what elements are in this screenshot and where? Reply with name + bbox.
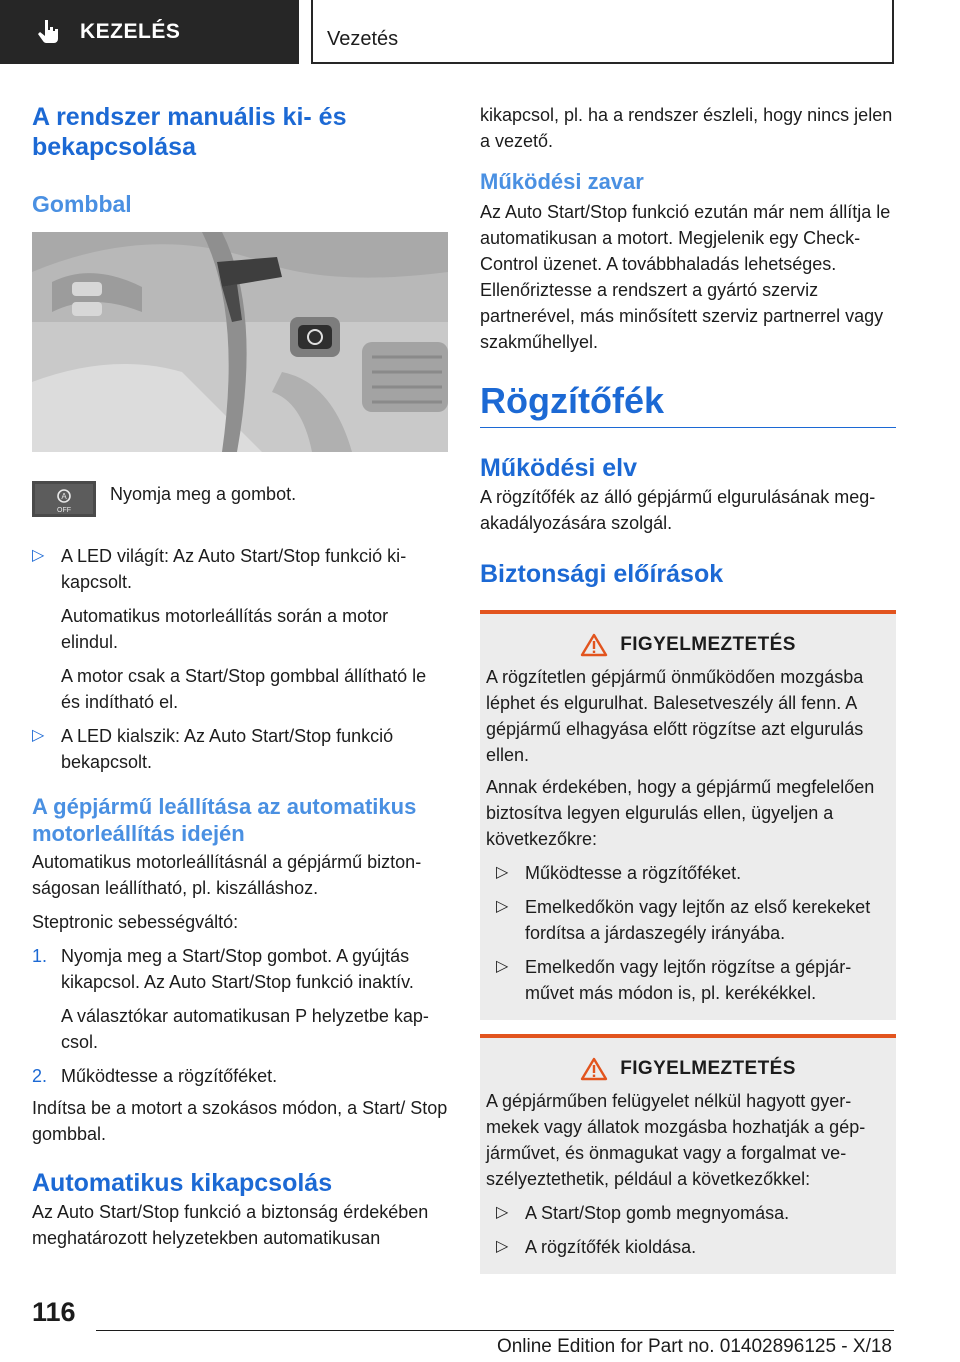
heading-parking-brake: Rögzítőfék bbox=[480, 380, 664, 421]
heading-stop-vehicle: A gépjármű leállítása az automatikus motorleállítás idején bbox=[32, 794, 417, 846]
triangle-bullet-icon: ▷ bbox=[32, 547, 45, 564]
heading-fault: Működési zavar bbox=[480, 169, 644, 194]
list-item: ▷ A Start/Stop gomb megnyomása. bbox=[496, 1200, 890, 1226]
paragraph: Automatikus motorleállításnál a gépjármű biztonságosan leállítható, pl. kiszálláshoz. bbox=[32, 852, 422, 898]
svg-text:A: A bbox=[61, 492, 67, 501]
warning-triangle-icon bbox=[580, 633, 608, 657]
led-bullets bbox=[32, 543, 448, 775]
triangle-bullet-icon: ▷ bbox=[496, 898, 509, 915]
warning-list bbox=[496, 1200, 890, 1260]
step-number: 2. bbox=[32, 1066, 48, 1086]
left-column bbox=[32, 96, 448, 1251]
triangle-bullet-icon: ▷ bbox=[32, 727, 45, 744]
triangle-bullet-icon: ▷ bbox=[496, 958, 509, 975]
page-number: 116 bbox=[32, 1297, 76, 1327]
heading-safety: Biztonsági előírások bbox=[480, 560, 724, 588]
triangle-bullet-icon: ▷ bbox=[496, 1238, 509, 1255]
dashboard-photo bbox=[32, 232, 448, 452]
footer-divider bbox=[96, 1330, 894, 1331]
warning-list bbox=[496, 860, 890, 1006]
list-item: 2. Működtesse a rögzítőféket. bbox=[32, 1063, 448, 1089]
warning-box bbox=[480, 610, 896, 1020]
heading-principle: Működési elv bbox=[480, 454, 637, 482]
list-item: ▷ Emelkedőn vagy lejtőn rögzítse a gépjárművet más módon is, pl. kerékékkel. bbox=[496, 954, 890, 1006]
section-title: Vezetés bbox=[327, 28, 399, 50]
right-column bbox=[480, 96, 896, 1274]
hand-pointer-icon bbox=[34, 17, 64, 47]
list-item: ▷ Működtesse a rögzítőféket. bbox=[496, 860, 890, 886]
paragraph: kikapcsol, pl. ha a rendszer észleli, hogy nincs jelen a vezető. bbox=[480, 105, 893, 151]
edition-text: Online Edition for Part no. 01402896125 - X/18 bbox=[496, 1336, 892, 1357]
triangle-bullet-icon: ▷ bbox=[496, 1204, 509, 1221]
paragraph: A gépjárműben felügyelet nélkül hagyott gyermekek vagy állatok mozgásba hozhatják a gépjárművet, és önmagukat vagy a forgalmat veszélyeztethetik, például a következőkkel: bbox=[486, 1091, 866, 1189]
button-row bbox=[32, 481, 448, 517]
list-item: ▷ Emelkedőkön vagy lejtőn az első kerekeket fordítsa a járdaszegély irányába. bbox=[496, 894, 890, 946]
warning-title: FIGYELMEZTETÉS bbox=[486, 632, 890, 658]
chapter-label: KEZELÉS bbox=[80, 20, 181, 43]
paragraph: A rögzítőfék az álló gépjármű elgurulásának megakadályozására szolgál. bbox=[480, 487, 876, 533]
warning-box bbox=[480, 1034, 896, 1274]
heading-manual-toggle: A rendszer manuális ki- és bekapcsolása bbox=[32, 103, 347, 161]
heading-auto-off: Automatikus kikapcsolás bbox=[32, 1169, 333, 1197]
list-item: ▷ A LED kialszik: Az Auto Start/Stop funkció bekapcsolt. bbox=[32, 723, 448, 775]
heading-rule bbox=[480, 427, 896, 428]
svg-text:OFF: OFF bbox=[57, 507, 71, 514]
steps-list bbox=[32, 943, 448, 1089]
header-tab bbox=[0, 0, 299, 64]
triangle-bullet-icon: ▷ bbox=[496, 864, 509, 881]
step-number: 1. bbox=[32, 946, 48, 966]
warning-triangle-icon bbox=[580, 1057, 608, 1081]
list-item: ▷ A rögzítőfék kioldása. bbox=[496, 1234, 890, 1260]
list-item: 1. Nyomja meg a Start/Stop gombot. A gyújtás kikapcsol. Az Auto Start/Stop funkció inaktív. A választókar automatikusan P helyzetbe kapcsol. bbox=[32, 943, 448, 1055]
heading-by-button: Gombbal bbox=[32, 191, 132, 217]
section-header bbox=[311, 0, 894, 64]
warning-title: FIGYELMEZTETÉS bbox=[486, 1056, 890, 1082]
paragraph: Az Auto Start/Stop funkció a biztonság érdekében meghatározott helyzetekben automatikusan bbox=[32, 1202, 429, 1248]
auto-start-stop-off-button-icon bbox=[32, 481, 96, 517]
paragraph: Az Auto Start/Stop funkció ezután már nem állítja le automatikusan a motort. Megjelenik egy Check-Control üzenet. A továbbhaladás lehetséges. Ellenőriztesse a rendszert a gyártó szerviz partnerével, más minősített szerviz partnerrel vagy szakműhellyel. bbox=[480, 202, 891, 352]
list-item: ▷ A LED világít: Az Auto Start/Stop funkció kikapcsolt. Automatikus motorleállítás során a motor elindul. A motor csak a Start/Stop gombbal állítható le és indítható el. bbox=[32, 543, 448, 715]
paragraph: Indítsa be a motort a szokásos módon, a Start/ Stop gombbal. bbox=[32, 1098, 448, 1144]
paragraph: Annak érdekében, hogy a gépjármű megfelelően biztosítva legyen elgurulás ellen, ügyeljen a következőkre: bbox=[486, 777, 875, 849]
paragraph: A rögzítetlen gépjármű önműködően mozgásba léphet és elgurulhat. Balesetveszély áll fenn. A gépjármű elhagyása előtt rögzítse azt elgurulás ellen. bbox=[486, 667, 864, 765]
paragraph: Steptronic sebességváltó: bbox=[32, 912, 239, 932]
press-button-text: Nyomja meg a gombot. bbox=[110, 484, 297, 504]
